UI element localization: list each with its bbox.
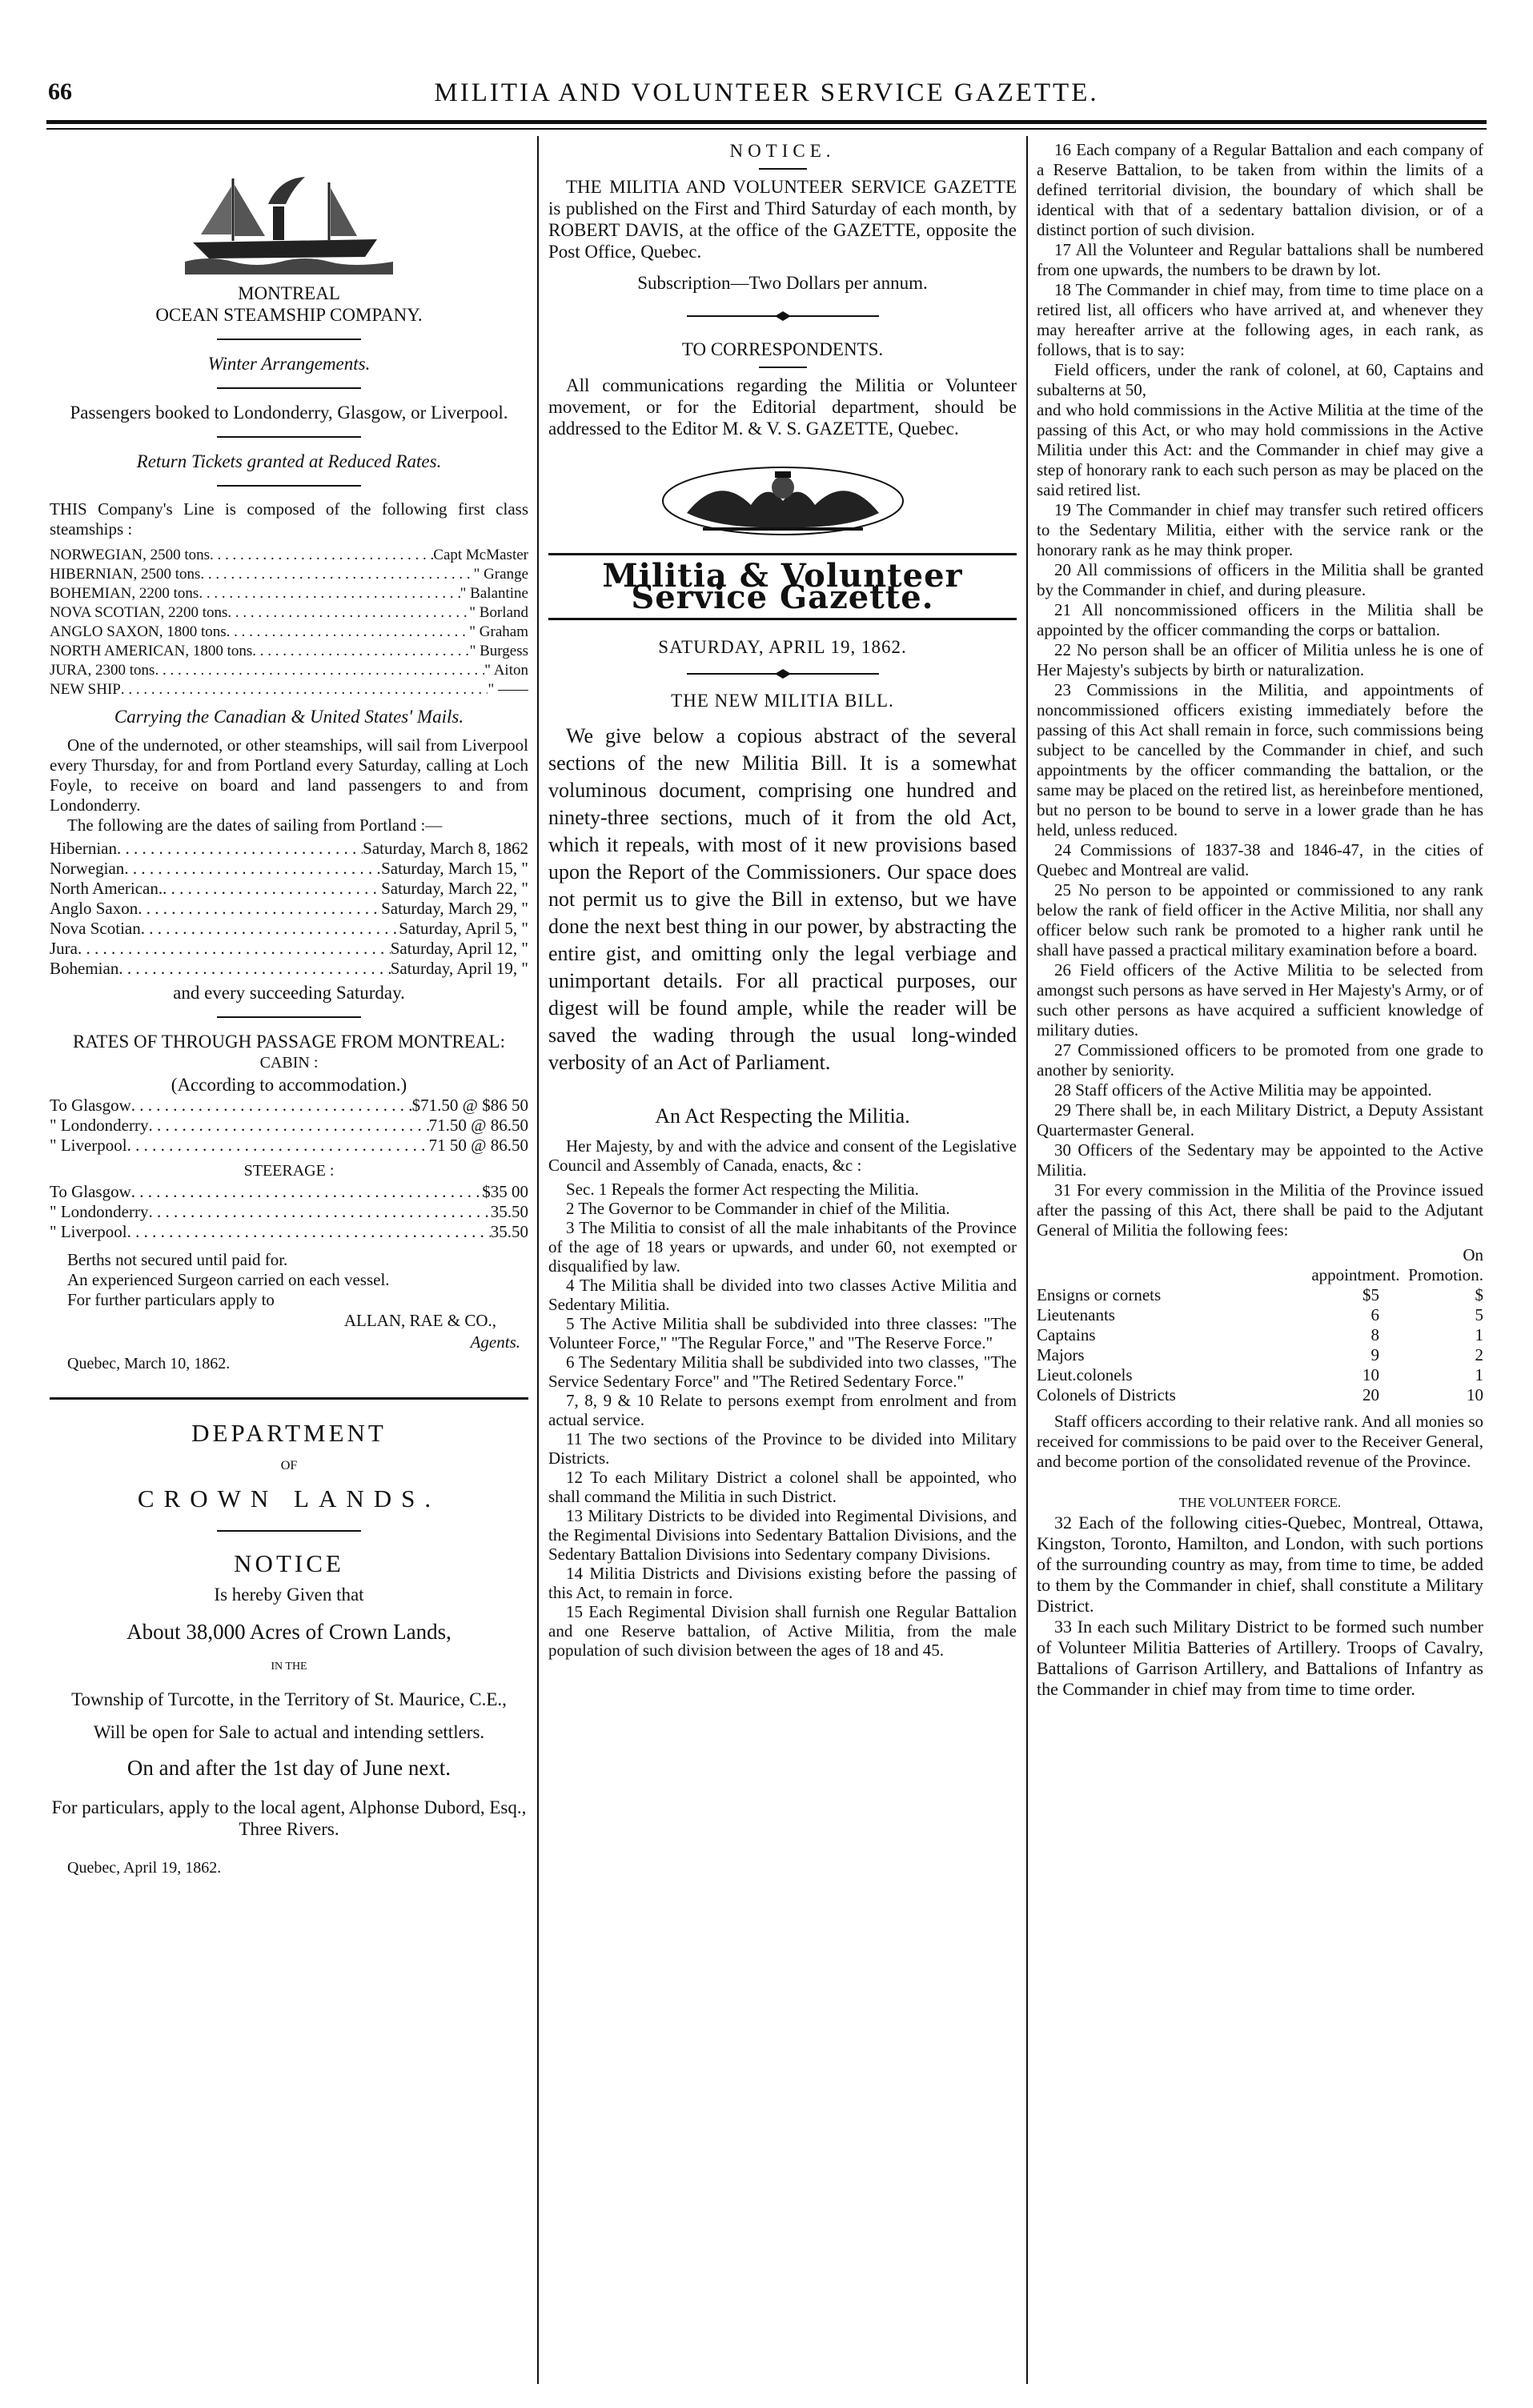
issue-date: SATURDAY, APRIL 19, 1862.	[658, 637, 907, 657]
list-item: 11 The two sections of the Province to be divided into Military Districts.	[548, 1429, 1017, 1468]
list-item: NEW SHIP . . . " ——	[50, 680, 528, 699]
list-item: 16 Each company of a Regular Battalion and each company of a Reserve Battalion, to be taken from within the limits of a defined territorial division, the boundary of which shall be identical with that of a sedentary battalion division, or of a distinct portion of such division.	[1037, 140, 1483, 239]
list-item: HIBERNIAN, 2500 tons . . . " Grange	[50, 565, 528, 584]
list-item: Sec. 1 Repeals the former Act respecting the Militia.	[566, 1180, 919, 1199]
list-item: Field officers, under the rank of colonel, at 60, Captains and subalterns at 50,	[1037, 360, 1483, 399]
list-item: To Glasgow . . . $71.50 @ $86 50	[50, 1096, 528, 1116]
fees-header-appointment: On appointment.	[1311, 1245, 1483, 1284]
list-item: Norwegian . . . Saturday, March 15, "	[50, 859, 528, 879]
fees-table	[1037, 1245, 1483, 1405]
running-head	[48, 78, 1485, 114]
steamship-icon	[185, 162, 393, 274]
table-row: Colonels of Districts 20 10	[1037, 1385, 1483, 1404]
cabin-note: (According to accommodation.)	[171, 1075, 407, 1095]
berths-note: Berths not secured until paid for.	[67, 1250, 288, 1269]
column-divider-2	[1026, 136, 1028, 2384]
list-item: North American. . . . Saturday, March 22, "	[50, 879, 528, 899]
dept-of: OF	[280, 1459, 298, 1472]
date-line: Quebec, March 10, 1862.	[67, 1355, 231, 1372]
on-and-after: On and after the 1st day of June next.	[126, 1756, 451, 1780]
divider	[217, 1016, 361, 1018]
list-item: 20 All commissions of officers in the Militia shall be granted by the Commander in chief, and during pleasure.	[1037, 560, 1483, 599]
subscription: Subscription—Two Dollars per annum.	[637, 273, 928, 293]
list-item: ANGLO SAXON, 1800 tons . . . " Graham	[50, 623, 528, 642]
list-item: JURA, 2300 tons . . . " Aiton	[50, 661, 528, 680]
sailing-list	[50, 839, 528, 979]
line-composed: THIS Company's Line is composed of the following first class steamships :	[50, 499, 528, 539]
page-number: 66	[48, 78, 72, 105]
notice-given: Is hereby Given that	[214, 1585, 364, 1605]
list-item: " Liverpool . . . 35.50	[50, 1222, 528, 1242]
divider	[759, 367, 807, 368]
divider	[217, 436, 361, 438]
list-item: 24 Commissions of 1837-38 and 1846-47, in the cities of Quebec and Montreal are valid.	[1037, 840, 1483, 879]
volunteer-heading: THE VOLUNTEER FORCE.	[1178, 1495, 1342, 1510]
rates-heading: RATES OF THROUGH PASSAGE FROM MONTREAL:	[73, 1032, 505, 1052]
table-row	[1037, 1245, 1483, 1285]
list-item: " Liverpool . . . 71 50 @ 86.50	[50, 1136, 528, 1156]
column-divider-1	[537, 136, 539, 2384]
cabin-heading: CABIN :	[259, 1054, 319, 1072]
list-item: 15 Each Regimental Division shall furnish one Regular Battalion and one Reserve battalion, of Active Militia, from the male population of such division between the ages of 18 and 45.	[548, 1602, 1017, 1660]
masthead-rule	[548, 618, 1017, 620]
list-item: 4 The Militia shall be divided into two classes Active Militia and Sedentary Militia.	[548, 1276, 1017, 1314]
ornamental-rule-icon	[687, 667, 879, 680]
act-heading: An Act Respecting the Militia.	[655, 1104, 910, 1128]
every-saturday: and every succeeding Saturday.	[173, 983, 405, 1003]
in-the: IN THE	[271, 1661, 307, 1673]
list-item: To Glasgow . . . $35 00	[50, 1182, 528, 1202]
list-item: Jura . . . Saturday, April 12, "	[50, 939, 528, 959]
masthead-title: Militia & Volunteer Service Gazette.	[602, 557, 963, 616]
header-rule	[46, 120, 1487, 124]
list-item: 14 Militia Districts and Divisions existing before the passing of this Act, to remain in force.	[548, 1564, 1017, 1602]
dept-heading: DEPARTMENT	[191, 1419, 387, 1447]
divider	[217, 485, 361, 487]
list-item: 22 No person shall be an officer of Militia unless he is one of Her Majesty's subjects by birth or naturalization.	[1037, 640, 1483, 679]
royal-arms-emblem-icon	[655, 457, 911, 545]
table-row: Majors 9 2	[1037, 1345, 1483, 1364]
company-name-line2: OCEAN STEAMSHIP COMPANY.	[155, 305, 423, 325]
column-1	[50, 140, 528, 1879]
list-item: 19 The Commander in chief may transfer such retired officers to the Sedentary Militia, either with the service rank or the honorary rank as he may think proper.	[1037, 500, 1483, 559]
section-divider	[50, 1397, 528, 1400]
acres: About 38,000 Acres of Crown Lands,	[126, 1620, 451, 1644]
list-item: 30 Officers of the Sedentary may be appointed to the Active Militia.	[1037, 1140, 1483, 1180]
agents: Agents.	[470, 1332, 520, 1352]
list-item: NORTH AMERICAN, 1800 tons . . . " Burgess	[50, 642, 528, 661]
gazette-title: MILITIA AND VOLUNTEER SERVICE GAZETTE.	[434, 78, 1099, 107]
list-item: 13 Military Districts to be divided into Regimental Divisions, and the Regimental Divisions into Sedentary Battalion Divisions, and the Sedentary Battalion Divisions into Sedentary company Divisions.	[548, 1506, 1017, 1564]
dept-crown-lands: CROWN LANDS.	[137, 1484, 441, 1513]
list-item: 28 Staff officers of the Active Militia may be appointed.	[1054, 1080, 1432, 1100]
passengers-booked: Passengers booked to Londonderry, Glasgow, or Liverpool.	[70, 403, 508, 423]
list-item: Nova Scotian . . . Saturday, April 5, "	[50, 919, 528, 939]
list-item: NOVA SCOTIAN, 2200 tons . . . " Borland	[50, 603, 528, 623]
dates-intro: The following are the dates of sailing from Portland :—	[67, 815, 443, 835]
masthead-rule	[548, 553, 1017, 555]
list-item: Anglo Saxon . . . Saturday, March 29, "	[50, 899, 528, 919]
list-item: BOHEMIAN, 2200 tons . . . " Balantine	[50, 584, 528, 603]
date-line-2: Quebec, April 19, 1862.	[67, 1859, 222, 1877]
list-item: 21 All noncommissioned officers in the Militia shall be appointed by the officer commanding the corps or battalion.	[1037, 600, 1483, 639]
particulars: For further particulars apply to	[67, 1290, 275, 1309]
table-row: Lieut.colonels 10 1	[1037, 1365, 1483, 1384]
list-item: 29 There shall be, in each Military District, a Deputy Assistant Quartermaster General.	[1037, 1100, 1483, 1140]
cabin-rates	[50, 1096, 528, 1156]
surgeon-note: An experienced Surgeon carried on each vessel.	[67, 1270, 390, 1289]
return-tickets: Return Tickets granted at Reduced Rates.	[136, 451, 442, 471]
company-name-line1: MONTREAL	[238, 283, 340, 303]
ornamental-rule-icon	[687, 310, 879, 323]
notice-heading: NOTICE	[234, 1549, 344, 1577]
fees-header-promotion: Promotion.	[1408, 1265, 1483, 1284]
after-fees: Staff officers according to their relative rank. And all monies so received for commissions to be paid over to the Receiver General, and become portion of the consolidated revenue of the Province.	[1037, 1412, 1483, 1471]
township: Township of Turcotte, in the Territory of St. Maurice, C.E.,	[71, 1689, 507, 1709]
list-item: 2 The Governor to be Commander in chief of the Militia.	[566, 1199, 950, 1218]
divider	[217, 1530, 361, 1532]
list-item: 3 The Militia to consist of all the male inhabitants of the Province of the age of 18 years or upwards, and under 60, not exempted or disqualified by law.	[548, 1218, 1017, 1276]
article-heading: THE NEW MILITIA BILL.	[671, 691, 894, 711]
notice-heading: NOTICE.	[729, 141, 836, 161]
list-item: 31 For every commission in the Militia of the Province issued after the passing of this Act, there shall be paid to the Adjutant General of Militia the following fees:	[1037, 1180, 1483, 1240]
list-item: 32 Each of the following cities-Quebec, Montreal, Ottawa, Kingston, Toronto, Hamilton, and London, with such portions of the surrounding country as may, from time to time, be added to them by the Commander in chief, shall constitute a Military District.	[1037, 1513, 1483, 1616]
winter-arrangements: Winter Arrangements.	[207, 354, 371, 374]
correspondents-heading: TO CORRESPONDENTS.	[681, 339, 884, 359]
list-item: 23 Commissions in the Militia, and appointments of noncommissioned officers existing immediately before the passing of this Act shall remain in force, such commissions being subject to be cancelled by the Commander in chief, and such appointments by the officer commanding the battalion, or the same may be placed on the retired list, as hereinbefore mentioned, but no person to be bound to serve in a lower grade than he has held, unless reduced.	[1037, 680, 1483, 839]
list-item: 33 In each such Military District to be formed such number of Volunteer Militia Batteries of Artillery. Troops of Cavalry, Battalions of Garrison Artillery, and Battalions of Infantry as the Commander in chief may from time to time order.	[1037, 1617, 1483, 1699]
list-item: 18 The Commander in chief may, from time to time place on a retired list, all officers who have arrived at, and whenever they may hereafter arrive at the following ages, in each rank, as follows, that is to say:	[1037, 280, 1483, 359]
column-2	[548, 140, 1017, 1660]
list-item: 27 Commissioned officers to be promoted from one grade to another by seniority.	[1037, 1040, 1483, 1080]
list-item: 25 No person to be appointed or commissioned to any rank below the rank of field officer in the Active Militia, nor shall any officer below such rank be promoted to a higher rank until he shall have passed a practical military examination before a board.	[1037, 880, 1483, 960]
list-item: " Londonderry . . . 71.50 @ 86.50	[50, 1116, 528, 1136]
list-item: 17 All the Volunteer and Regular battalions shall be numbered from one upwards, the numbers to be drawn by lot.	[1037, 240, 1483, 279]
article-text: We give below a copious abstract of the several sections of the new Militia Bill. It is a somewhat voluminous document, comprising one hundred and ninety-three sections, much of it from the old Act, which it repeals, with most of it new provisions based upon the Report of the Commissioners. Our space does not permit us to give the Bill in extenso, but we have done the next best thing in our power, by abstracting the entire gist, and omitting only the legal verbiage and unimportant details. For all practical purposes, our digest will be found ample, while the reader will be saved the wading through the usual long-winded verbosity of an Act of Parliament.	[548, 724, 1017, 1074]
table-row: Captains 8 1	[1037, 1325, 1483, 1344]
list-item: 26 Field officers of the Active Militia to be selected from amongst such persons as have served in Her Majesty's Army, or of such other persons as have acquired a sufficient knowledge of military duties.	[1037, 960, 1483, 1040]
steamship-list	[50, 546, 528, 699]
table-row: Lieutenants 6 5	[1037, 1305, 1483, 1324]
steerage-rates	[50, 1182, 528, 1242]
divider	[217, 339, 361, 340]
sailing-paragraph: One of the undernoted, or other steamships, will sail from Liverpool every Thursday, for and from Portland every Saturday, calling at Loch Foyle, to receive on board and land passengers to and from Londonderry.	[50, 735, 528, 815]
header-rule-thin	[46, 128, 1487, 130]
list-item: 6 The Sedentary Militia shall be subdivided into two classes, "The Service Sedentary Force" and "The Retired Sedentary Force."	[548, 1352, 1017, 1391]
list-item: " Londonderry . . . 35.50	[50, 1202, 528, 1222]
notice-text: THE MILITIA AND VOLUNTEER SERVICE GAZETTE is published on the First and Third Saturday of each month, by ROBERT DAVIS, at the office of the GAZETTE, opposite the Post Office, Quebec.	[548, 177, 1017, 262]
list-item: 7, 8, 9 & 10 Relate to persons exempt from enrolment and from actual service.	[548, 1391, 1017, 1429]
table-row: Ensigns or cornets $5 $	[1037, 1285, 1483, 1304]
list-item: 12 To each Military District a colonel shall be appointed, who shall command the Militia in such District.	[548, 1468, 1017, 1506]
list-item: 5 The Active Militia shall be subdivided into three classes: "The Volunteer Force," "The Regular Force," and "The Reserve Force."	[548, 1314, 1017, 1352]
list-item: Bohemian . . . Saturday, April 19, "	[50, 959, 528, 979]
act-sections	[548, 1136, 1017, 1660]
list-item: and who hold commissions in the Active Militia at the time of the passing of this Act, or who may hold commissions in the Active Militia under this Act: and the Commander in chief may give a step of honorary rank to each such person as may be placed on the said retired list.	[1037, 400, 1483, 499]
apply-agent: For particulars, apply to the local agent, Alphonse Dubord, Esq., Three Rivers.	[51, 1797, 527, 1839]
divider	[217, 387, 361, 389]
act-preamble: Her Majesty, by and with the advice and consent of the Legislative Council and Assembly of Canada, enacts, &c :	[548, 1136, 1017, 1175]
correspondents-text: All communications regarding the Militia or Volunteer movement, or for the Editorial department, should be addressed to the Editor M. & V. S. GAZETTE, Quebec.	[548, 375, 1017, 439]
list-item: NORWEGIAN, 2500 tons . . . Capt McMaster	[50, 546, 528, 565]
agent-name: ALLAN, RAE & CO.,	[343, 1311, 496, 1330]
column-3	[1037, 140, 1483, 1700]
open-for-sale: Will be open for Sale to actual and intending settlers.	[93, 1722, 485, 1742]
list-item: Hibernian . . . Saturday, March 8, 1862	[50, 839, 528, 859]
carrying-mails: Carrying the Canadian & United States' Mails.	[114, 707, 464, 727]
steerage-heading: STEERAGE :	[243, 1162, 335, 1180]
divider	[759, 168, 807, 170]
